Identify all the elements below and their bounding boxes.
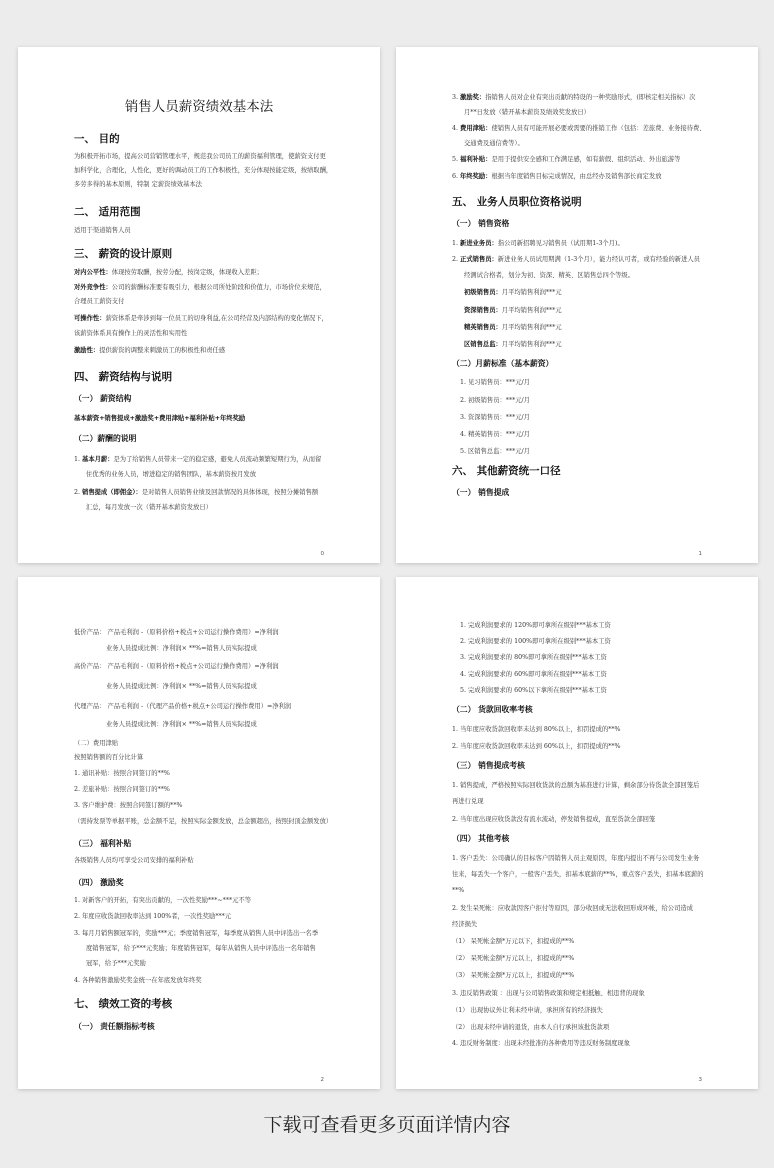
section-heading: （四） 其他考核 [452,834,510,843]
body-line: 2. 当年度出现应收货款没有流水流动，停发销售提成，直至货款全部回笼 [452,816,656,823]
body-line: 激励性：提供薪资的调整来刺激员工的积极性和责任感 [74,347,226,354]
body-line: （3） 呆死帐金额*万元以上，扣提成的**% [452,972,575,979]
page-number: 1 [698,551,702,557]
body-line: 汇总，每月发放一次（错开基本薪资发放日） [86,504,212,511]
bold-term: 对内公平性： [74,269,112,276]
section-heading: 四、 薪资结构与说明 [74,371,173,383]
body-line: 可操作性：薪资体系是牵涉到每一位员工的切身利益,在公司经营及内部结构的变化情况下， [74,315,328,322]
body-line: 3. 资深销售员：***元/月 [460,414,530,421]
document-title: 销售人员薪资绩效基本法 [124,99,274,115]
body-line: 低价产品： 产品毛利润 -（原料价格+税点+公司运行操作费用）=净利润 [74,629,279,636]
body-line: 住优秀的业务人员，增进稳定的销售团队，基本薪资按月发放 [86,471,257,478]
page-content [18,47,380,563]
page-content [396,577,758,1089]
page-number: 3 [698,1077,702,1083]
body-line: 高价产品： 产品毛利润 -（原料价格+税点+公司运行操作费用）=净利润 [74,663,279,670]
bold-term: 激励性： [74,347,100,354]
body-line: 1. 见习销售员：***元/月 [460,379,530,386]
body-line: 4. 违反财务制度：出现未经批准的各种费用等违反财务制度现象 [452,1040,631,1047]
body-line: 2. 初级销售员：***元/月 [460,397,530,404]
section-heading: 一、 目的 [74,133,120,145]
body-line: （2） 出现未经申请的退货，由本人自行承担该批货款项 [452,1024,610,1031]
section-heading: 五、 业务人员职位资格说明 [452,196,582,208]
body-line: 5. 完成利润要求的 60%以下拿所在级别***基本工资 [460,687,607,694]
body-line: 业务人员提成比例：净利润× **%=销售人员实际提成 [106,721,257,728]
body-line: 1. 对新客户的开拓，有突出贡献的，一次性奖励***~***元不等 [74,897,252,904]
body-line: 为积极开拓市场，提高公司营销管理水平，规范我公司员工的薪资福利管理，使薪资支付更 [74,153,326,160]
section-heading: （四） 激励奖 [74,878,124,887]
bold-term: 可操作性： [74,315,106,322]
body-line: 该薪资体系具有操作上的灵活性和实用性 [74,330,188,337]
body-line: 对内公平性：体现按劳取酬，按劳分配，按岗定级，体现收入差距； [74,269,263,276]
body-line: （二）费用津贴 [74,740,119,747]
page-number: 2 [320,1077,324,1083]
body-line: 1. 通讯补贴：按照合同签订的**% [74,770,170,777]
bold-term: 基本薪资+销售提成+激励奖+费用津贴+福利补贴+年终奖励 [74,415,246,422]
body-line: 3. 完成利润要求的 80%即可拿所在级别***基本工资 [460,654,607,661]
body-line: 合理员工薪资支付 [74,298,125,305]
bold-term: 区销售总监： [464,341,502,348]
body-line: **% [452,887,465,894]
document-page-1 [18,47,380,563]
page-content [396,47,758,563]
body-line: 业务人员提成比例：净利润× **%=销售人员实际提成 [106,645,257,652]
section-heading: （一） 责任额指标考核 [74,1022,155,1031]
section-heading: 六、 其他薪资统一口径 [452,465,561,477]
body-line: （1） 出现协议外让利未经申请，承担所有的经济损失 [452,1007,603,1014]
body-line: 代理产品： 产品毛利润 -（代理产品价格+税点+公司运行操作费用）=净利润 [74,703,292,710]
body-line: 3. 激励奖：指销售人员对企业有突出贡献的特设的一种奖励形式，(即核定相关指标）次 [452,94,696,101]
body-line: 4. 精英销售员：***元/月 [460,431,530,438]
body-line: （2） 呆死帐金额*万元以上，扣提成的**% [452,955,575,962]
section-heading: 二、 适用范围 [74,206,141,218]
body-line: 1. 当年度应收货款回收率未达到 80%以上，扣罚提成的**% [452,726,621,733]
bold-term: 对外竞争性： [74,284,112,291]
body-line: 4. 完成利润要求的 60%即可拿所在级别***基本工资 [460,671,607,678]
bold-term: 销售提成（即佣金）： [82,489,142,496]
body-line: 资深销售员：月平均销售利润***元 [464,307,562,314]
document-page-2 [396,47,758,563]
body-line: 5. 区销售总监：***元/月 [460,448,530,455]
body-line: 经济损失 [452,921,478,928]
section-heading: （三） 销售提成考核 [452,761,525,770]
page-content [18,577,380,1089]
body-line: 5. 福利补贴：是用于提供安全感和工作满足感，如有薪假、组织活动、外出旅游等 [452,156,681,163]
body-line: 再进行兑现 [452,798,484,805]
section-heading: （二）月薪标准（基本薪资） [452,359,554,368]
section-heading: （一） 销售资格 [452,219,510,228]
body-line: 业务人员提成比例：净利润× **%=销售人员实际提成 [106,683,257,690]
bold-term: 正式销售员： [460,256,498,263]
body-line: 精英销售员：月平均销售利润***元 [464,324,562,331]
body-line: 4. 各种销售激励奖奖金统一在年底发放年终奖 [74,977,202,984]
body-line: 初级销售员：月平均销售利润***元 [464,289,562,296]
download-more-caption: 下载可查看更多页面详情内容 [263,1114,511,1136]
body-line: 2. 年度应收货款回收率达到 100%者，一次性奖励***元 [74,913,232,920]
body-line: 度销售冠军，给予***元奖励；年度销售冠军，每年从销售人员中评选出一名年销售 [86,945,316,952]
bold-term: 新进业务员： [460,240,498,247]
body-line: 1. 客户丢失：公司确认的目标客户因销售人员主观原因，年度内提出不再与公司发生业务 [452,855,700,862]
body-line: 4. 费用津贴：使销售人员有可能开展必要或需要的推销工作（包括：差旅费、业务接待费、 [452,125,706,132]
body-line: 2. 销售提成（即佣金）：是对销售人员销售业绩及回款情况的具体体现，按照分摊销售额 [74,489,319,496]
bold-term: 激励奖： [460,94,486,101]
body-line: 经测试合格者，划分为初、资深、精英、区销售总四个等级。 [464,272,635,279]
body-line: 6. 年终奖励：根据当年度销售目标完成情况，由总经办及销售部长商定发放 [452,173,662,180]
body-line: 3. 每月月销售额冠军的，奖励***元；季度销售冠军，每季度从销售人员中评选出一名季 [74,930,319,937]
body-line: 2. 发生呆死帐：应收款因客户拒付等原因，部分收回或无法收回形成坏帐，给公司造成 [452,905,693,912]
body-line: 2. 当年度应收货款回收率未达到 60%以上，扣罚提成的**% [452,743,621,750]
body-line: 加科学化，合理化，人性化，更好的调动员工的工作积极性，充分体现按能定级，按绩取酬， [74,167,333,174]
body-line: 3. 违反销售政策 ：出现与公司销售政策和规定相抵触、相违背的现象 [452,990,645,997]
section-heading: （一） 薪资结构 [74,394,132,403]
body-line: 区销售总监：月平均销售利润***元 [464,341,562,348]
body-line: 1. 销售提成，严格按照实际回收货款的总额为基准进行计算，剩余部分待货款全部回笼后 [452,782,700,789]
page-number: 0 [320,551,324,557]
body-line: 3. 客户维护费：按照合同签订额的**% [74,802,183,809]
bold-term: 年终奖励： [460,173,492,180]
section-heading: （二） 货款回收率考核 [452,705,533,714]
body-line: 多劳多得的基本原则，特制 定薪资绩效基本法 [74,181,202,188]
bold-term: 福利补贴： [460,156,492,163]
body-line: 1. 基本月薪：是为了给销售人员带来一定的稳定感，避免人员流动频繁短期行为，从而留 [74,456,322,463]
body-line: 1. 新进业务员：指公司新招聘见习销售员（试用期1-3个月)。 [452,240,624,247]
body-line: 对外竞争性：公司的薪酬标准要有吸引力，根据公司所处阶段和价值力，市场价位来规范， [74,284,326,291]
body-line: 2. 正式销售员：新进业务人员试用期满（1-3个月），能力经认可者，或有经验的新进人员 [452,256,700,263]
bold-term: 费用津贴： [460,125,492,132]
section-heading: （一） 销售提成 [452,488,510,497]
body-line: 2. 差旅补贴：按照合同签订的**% [74,786,170,793]
body-line: 交通费及通信费等）。 [464,140,524,147]
bold-term: 资深销售员： [464,307,502,314]
body-line: 适用于渠道销售人员 [74,227,131,234]
body-line: （1） 呆死帐金额*万元以下，扣提成的**% [452,938,575,945]
section-heading: （三） 福利补贴 [74,839,132,848]
body-line: 冠军，给予***元奖励 [86,960,146,967]
body-line: 按照销售额的百分比计算 [74,754,144,761]
section-heading: 七、 绩效工资的考核 [74,998,173,1010]
body-line: 月**日发放（错开基本薪资及绩效奖发放日） [464,109,590,116]
document-page-3 [18,577,380,1089]
body-line [74,415,245,423]
section-heading: 三、 薪资的设计原则 [74,248,173,260]
body-line: 1. 完成利润要求的 120%即可拿所在级别***基本工资 [460,622,611,629]
bold-term: 精英销售员： [464,324,502,331]
section-heading: （二）薪酬的说明 [74,434,137,443]
bold-term: 初级销售员： [464,289,502,296]
bold-term: 基本月薪： [82,456,114,463]
body-line: 各级销售人员均可享受公司安排的福利补贴 [74,857,194,864]
document-page-4 [396,577,758,1089]
body-line: 往来，每丢失一个客户，一般客户丢失，扣基本底薪的**%，重点客户丢失，扣基本底薪的 [452,871,704,878]
body-line: （需持发票等单据平账，总金额不足，按照实际金额发放，总金额超出，按照封顶金额发放） [74,818,333,825]
body-line: 2. 完成利润要求的 100%即可拿所在级别***基本工资 [460,638,611,645]
